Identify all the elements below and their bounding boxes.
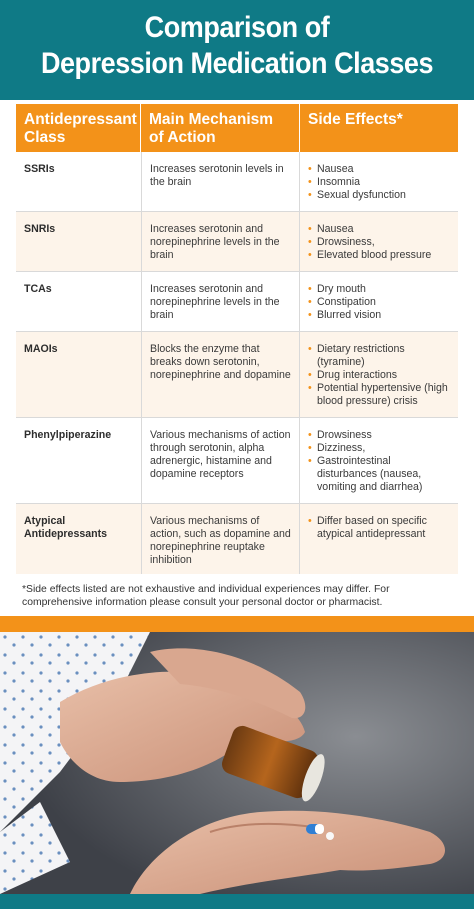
side-effect-item: • Potential hypertensive (high blood pressure) crisis — [308, 382, 450, 408]
side-effects-cell — [300, 152, 458, 211]
class-cell: SSRIs — [24, 163, 55, 175]
mechanism-cell: Increases serotonin and norepinephrine levels in the brain — [141, 272, 300, 331]
table-row — [16, 504, 458, 574]
side-effect-item: • Constipation — [308, 296, 450, 309]
mechanism-cell: Blocks the enzyme that breaks down serotonin, norepinephrine and dopamine — [141, 332, 300, 417]
table-row — [16, 332, 458, 418]
title-line-1: Comparison of — [144, 11, 330, 44]
side-effect-item: • Nausea — [308, 163, 450, 176]
table-row — [16, 212, 458, 272]
side-effect-item: • Drowsiness — [308, 429, 450, 442]
class-cell: SNRIs — [24, 223, 56, 235]
class-cell: Phenylpiperazine — [24, 429, 112, 441]
hand-with-pills-photo — [0, 632, 474, 894]
side-effects-cell — [300, 212, 458, 271]
comparison-table — [16, 104, 458, 574]
teal-footer-bar — [0, 894, 474, 909]
side-effect-item: • Gastrointestinal disturbances (nausea, vomiting and diarrhea) — [308, 455, 450, 494]
side-effects-cell — [300, 272, 458, 331]
orange-divider — [0, 616, 474, 632]
photo-illustration — [0, 632, 474, 894]
side-effects-cell — [300, 504, 458, 574]
side-effect-item: • Dietary restrictions (tyramine) — [308, 343, 450, 369]
header-side-effects: Side Effects* — [308, 111, 403, 128]
title-banner — [0, 0, 474, 100]
side-effect-item: • Sexual dysfunction — [308, 189, 450, 202]
title-line-2: Depression Medication Classes — [40, 47, 434, 80]
mechanism-cell: Increases serotonin levels in the brain — [141, 152, 300, 211]
table-row — [16, 272, 458, 332]
side-effect-item: • Dry mouth — [308, 283, 450, 296]
table-row — [16, 152, 458, 212]
header-class: Antidepressant Class — [16, 104, 141, 152]
header-mechanism: Main Mechanism of Action — [141, 104, 300, 152]
side-effect-item: • Drowsiness, — [308, 236, 450, 249]
footnote: *Side effects listed are not exhaustive and individual experiences may differ. For comprehensive information please consult your personal doctor or pharmacist. — [22, 584, 390, 608]
side-effects-cell — [300, 418, 458, 503]
class-cell: MAOIs — [24, 343, 58, 355]
side-effect-item: • Insomnia — [308, 176, 450, 189]
table-row — [16, 418, 458, 504]
side-effect-item: • Elevated blood pressure — [308, 249, 450, 262]
table-header — [16, 104, 458, 152]
side-effect-item: • Dizziness, — [308, 442, 450, 455]
mechanism-cell: Various mechanisms of action, such as dopamine and norepinephrine reuptake inhibition — [141, 504, 300, 574]
class-cell: TCAs — [24, 283, 52, 295]
side-effect-item: • Nausea — [308, 223, 450, 236]
side-effect-item: • Differ based on specific atypical antidepressant — [308, 515, 450, 541]
side-effect-item: • Blurred vision — [308, 309, 450, 322]
class-cell: Atypical Antidepressants — [24, 515, 108, 540]
side-effect-item: • Drug interactions — [308, 369, 450, 382]
mechanism-cell: Various mechanisms of action through serotonin, alpha adrenergic, histamine and dopamine receptors — [141, 418, 300, 503]
mechanism-cell: Increases serotonin and norepinephrine levels in the brain — [141, 212, 300, 271]
side-effects-cell — [300, 332, 458, 417]
